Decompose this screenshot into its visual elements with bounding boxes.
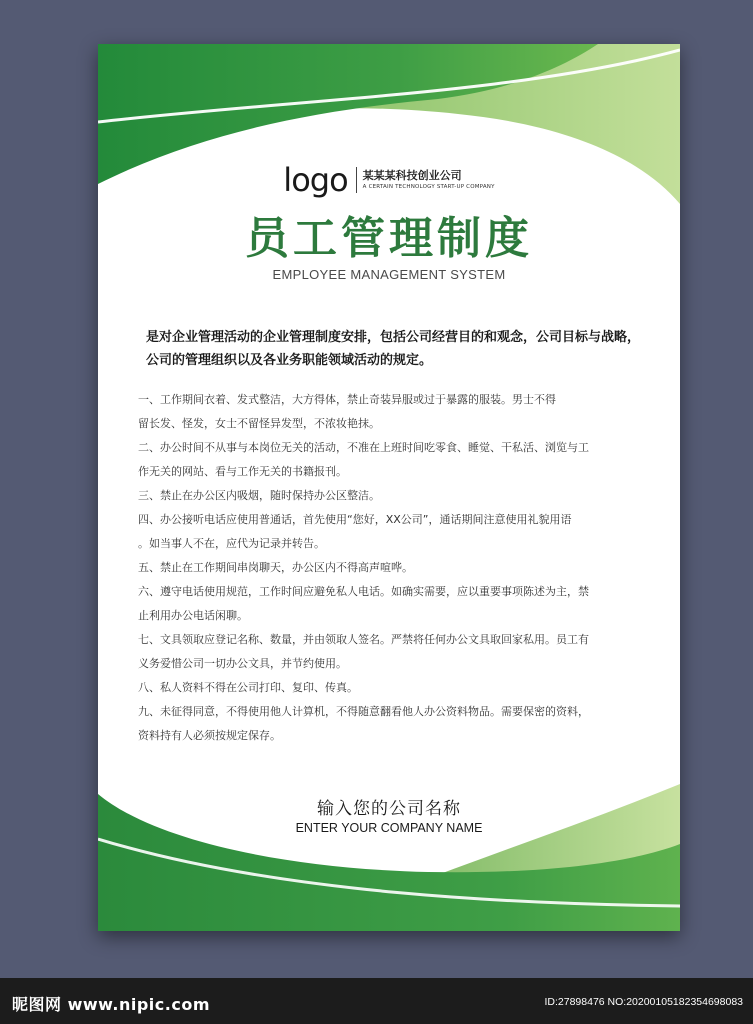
company-name-cn: 某某某科技创业公司 xyxy=(362,169,462,182)
rule-line: 留长发、怪发，女士不留怪异发型，不浓妆艳抹。 xyxy=(138,417,380,430)
watermark-bar xyxy=(0,978,753,1024)
rule-line: 二、办公时间不从事与本岗位无关的活动，不准在上班时间吃零食、睡觉、干私活、浏览与工 xyxy=(138,441,589,454)
rule-line: 一、工作期间衣着、发式整洁，大方得体，禁止奇装异服或过于暴露的服装。男士不得 xyxy=(138,393,556,406)
rule-line: 七、文具领取应登记名称、数量，并由领取人签名。严禁将任何办公文具取回家私用。员工有 xyxy=(138,633,589,646)
company-block xyxy=(363,169,495,191)
company-name-en: A CERTAIN TECHNOLOGY START-UP COMPANY xyxy=(362,184,495,190)
rules-list xyxy=(138,388,643,748)
watermark-brand: 昵图网 www.nipic.com xyxy=(12,995,210,1014)
company-name-placeholder-cn: 输入您的公司名称 xyxy=(317,799,461,819)
logo-text: logo xyxy=(283,161,348,199)
rule-line: 三、禁止在办公区内吸烟，随时保持办公区整洁。 xyxy=(138,489,380,502)
poster xyxy=(98,44,680,931)
rule-line: 六、遵守电话使用规范，工作时间应避免私人电话。如确实需要，应以重要事项陈述为主，禁 xyxy=(138,585,589,598)
watermark-id: ID:27898476 NO:20200105182354698083 xyxy=(544,996,743,1008)
logo-row xyxy=(98,161,680,199)
rule-line: 。如当事人不在，应代为记录并转告。 xyxy=(138,537,325,550)
rule-line: 八、私人资料不得在公司打印、复印、传真。 xyxy=(138,681,358,694)
rule-line: 九、未征得同意，不得使用他人计算机，不得随意翻看他人办公资料物品。需要保密的资料， xyxy=(138,705,589,718)
page-title: 员工管理制度 xyxy=(245,213,533,264)
rule-line: 五、禁止在工作期间串岗聊天，办公区内不得高声喧哗。 xyxy=(138,561,413,574)
rule-line: 义务爱惜公司一切办公文具，并节约使用。 xyxy=(138,657,347,670)
rule-line: 作无关的网站、看与工作无关的书籍报刊。 xyxy=(138,465,347,478)
company-name-placeholder-en: ENTER YOUR COMPANY NAME xyxy=(295,821,483,835)
rule-line: 止利用办公电话闲聊。 xyxy=(138,609,248,622)
rule-line: 资料持有人必须按规定保存。 xyxy=(138,729,281,742)
rule-line: 四、办公接听电话应使用普通话，首先使用“您好，XX公司”，通话期间注意使用礼貌用语 xyxy=(138,513,572,526)
page-subtitle: EMPLOYEE MANAGEMENT SYSTEM xyxy=(272,267,506,282)
intro-paragraph: 是对企业管理活动的企业管理制度安排，包括公司经营目的和观念，公司目标与战略，公司的管理组织以及各业务职能领域活动的规定。 xyxy=(146,330,641,368)
logo-divider xyxy=(356,167,357,193)
